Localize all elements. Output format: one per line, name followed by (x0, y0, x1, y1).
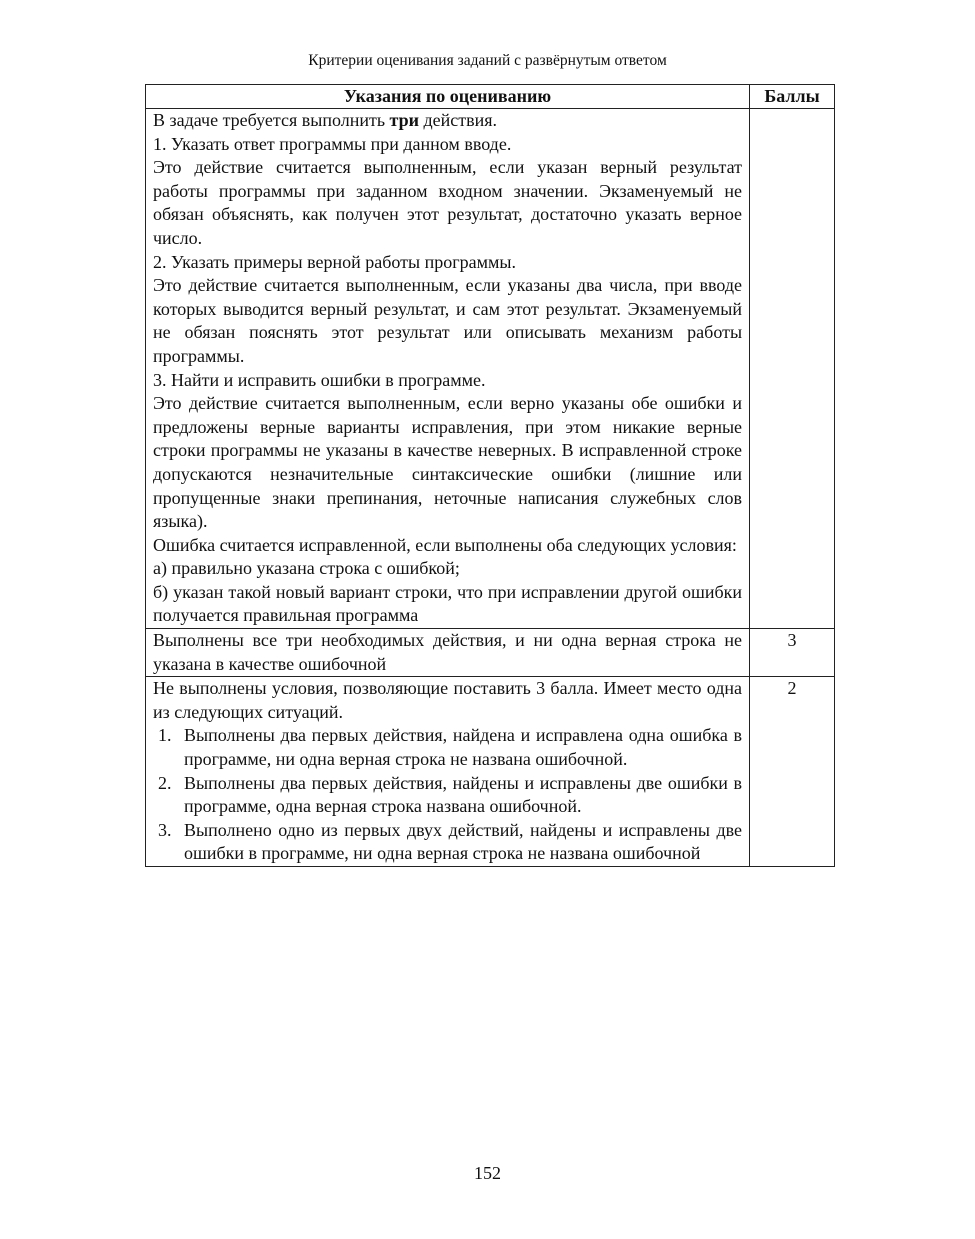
list-item (153, 819, 742, 866)
list-item-number: 3. (158, 819, 172, 840)
intro-bold-word: три (389, 110, 419, 130)
list-item (153, 724, 742, 771)
situation-list (153, 724, 742, 866)
column-header-points: Баллы (750, 85, 835, 109)
page-number: 152 (474, 1163, 501, 1183)
list-item-number: 1. (158, 725, 172, 746)
criterion-cell (146, 677, 750, 867)
intro-paragraph: Ошибка считается исправленной, если выполнены оба следующих условия: (153, 534, 737, 555)
list-item-number: 2. (158, 772, 172, 793)
criterion-text: Выполнены все три необходимых действия, и ни одна верная строка не указана в качестве ошибочной (146, 629, 750, 677)
intro-paragraph: Это действие считается выполненным, если указан верный результат работы программы при заданном входном значении. Экзаменуемый не обязан объяснять, как получен этот результат, достаточно указать верное число. (153, 157, 743, 248)
criteria-table (145, 84, 835, 867)
intro-cell (146, 109, 750, 629)
column-header-instructions: Указания по оцениванию (146, 85, 750, 109)
list-item-text: Выполнены два первых действия, найдена и исправлена одна ошибка в программе, ни одна верная строка не названа ошибочной. (184, 725, 743, 770)
table-header-row (146, 85, 835, 109)
intro-text-after: действия. (419, 110, 498, 130)
intro-paragraph: 3. Найти и исправить ошибки в программе. (153, 369, 486, 390)
intro-paragraph: а) правильно указана строка с ошибкой; (153, 558, 460, 579)
page-header: Критерии оценивания заданий с развёрнутым ответом (308, 52, 667, 69)
intro-line (153, 109, 742, 133)
points-value: 3 (750, 629, 835, 677)
points-value: 2 (750, 677, 835, 867)
intro-paragraph: 1. Указать ответ программы при данном вводе. (153, 133, 512, 154)
table-row-score-3 (146, 629, 835, 677)
intro-points-cell (750, 109, 835, 629)
intro-paragraph: 2. Указать примеры верной работы программы. (153, 251, 516, 272)
list-item (153, 772, 742, 819)
list-item-text: Выполнено одно из первых двух действий, найдены и исправлены две ошибки в программе, ни одна верная строка не названа ошибочной (184, 819, 743, 864)
intro-paragraph: Это действие считается выполненным, если указаны два числа, при вводе которых выводится верный результат, и сам этот результат. Экзаменуемый не обязан пояснять этот результат или описывать механизм работы программы. (153, 275, 743, 366)
table-row-score-2 (146, 677, 835, 867)
list-item-text: Выполнены два первых действия, найдены и исправлены две ошибки в программе, одна верная строка названа ошибочной. (184, 772, 743, 817)
table-row-intro (146, 109, 835, 629)
intro-text-before: В задаче требуется выполнить (153, 110, 390, 130)
criterion-text: Не выполнены условия, позволяющие поставить 3 балла. Имеет место одна из следующих ситуаций. (153, 678, 743, 722)
intro-paragraph: Это действие считается выполненным, если верно указаны обе ошибки и предложены верные варианты исправления, при этом никакие верные строки программы не указаны в качестве неверных. В исправленной строке допускаются незначительные синтаксические ошибки (лишние или пропущенные знаки препинания, неточные написания служебных слов языка). (153, 393, 743, 532)
intro-paragraph: б) указан такой новый вариант строки, что при исправлении другой ошибки получается правильная программа (153, 581, 743, 626)
